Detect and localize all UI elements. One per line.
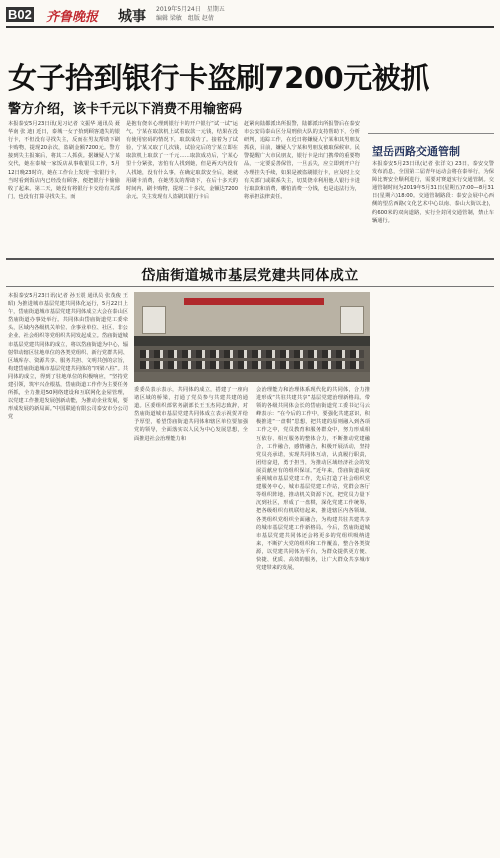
sidebar-text: 本报泰安5月23日讯(记者 张洋文) 23日，泰安交警发布消息，全国第二届青年运动会将在泰举行，为保障比赛安全顺利进行，需要对赛道实行交通管制。交通管制时间为2019年5月31日(星期五)7:00—8月31日(星期六)18:00。交通管制路段：泰安会展中心西侧的望岳西路(文化艺术中心以南、泰山大街以北)，约600米的双向道路，实行全封闭交通管制，禁止车辆通行。 bbox=[372, 161, 494, 224]
article2-column-3: 会治理能力和治理体系现代化的共同体，合力推进形成“共驻共建共享”基层党建治理新格局。带领的各级共同体会长的岱庙街道党工委书记马云峰表示：“在今后的工作中，要强化共建意识，积极推进“一盘棋”思想，把共建的原则融入到各项工作之中，党员教育和服务群众中，努力形成相互依存、相互服务的整体合力，不断推动党建融合，工作融合，感情融合，积极开展活动，坚持党员亮承诺，实现共同体互动，认真履行职责，团结奋进，勇于担当，为推动区域经济社会的发展贡献应有的组织保证。”近年来，岱庙街道高度重视城市基层党建工作，先后打造了社会组织党建服务中心，城市基层党建工作站，党群会客厅等组织阵地，推动机关资源下沉，把党员力量下沉到社区，形成了一盘棋，深化党建工作统筹，把各级组织有机联结起来，推进辖区内各领域、各类组织党组织全面融合，为构建共驻共建共享的城市基层党建工作新格局。今后，岱庙街道城市基层党建共同体还会将更多的党组织吸纳进来，不断扩大党的组织和工作覆盖，整合各类资源，以党建共同体为平台，为群众提供更方便、快捷、优质、高效的服务，让广大群众共享城市党建带来的发展。 bbox=[256, 387, 370, 572]
headline-underline bbox=[6, 286, 494, 287]
section-title: 城事 bbox=[118, 9, 146, 25]
sidebar-divider bbox=[368, 133, 494, 134]
page-header bbox=[6, 4, 494, 28]
photo-banner bbox=[184, 298, 324, 305]
article1-column-3: 赶紧向陆都派出所报警，陆都派出所报警后在泰安市公安局泰山区分局刑侦大队的支持帮助下，分析研判，追踪工作，在近日将嫌疑人宁某和其男朋友抓获，目前，嫌疑人宁某和男朋友被取保候审。民警提醒广大市民朋友，银行卡是出门携带的重要物品，一定要妥善保管，一旦丢失，应立即到开户行办理挂失手续，如果是被盗刷银行卡，应及时上交有关部门或联系失主，切莫侥幸利用他人银行卡进行取款和消费，哪怕消费一分钱，也是违法行为，将承担法律责任。 bbox=[244, 121, 360, 200]
issue-date: 2019年5月24日 星期五 bbox=[156, 6, 225, 13]
sidebar-headline: 望岳西路交通管制 bbox=[372, 145, 460, 158]
article1-column-1: 本报泰安5月23日讯(见习记者 文振华 通讯员 聂华南 张 迪) 近日，泰城一女子拾到顾客遗失的银行卡，不但没有寻找失主，反而在男友帮助下刷卡购物，提现20余次，盗刷金额7200元。警方接到失主报案后，将其二人抓获。据嫌疑人宁某交代，她在泰城一家饭店从事收银员工作，5月12日晚23时许，她在工作台上发现一张银行卡，当时看到饭店内已经没有顾客，便把银行卡偷偷收了起来。第二天，她没有将银行卡交给有关部门，也没有打算寻找失主，而 bbox=[8, 121, 120, 200]
article2-headline: 岱庙街道城市基层党建共同体成立 bbox=[141, 268, 359, 284]
article2-column-2: 委委员表示表示，共同体的成立，搭建了一座向诸区域的桥梁，打通了党员参与共建共建的通道。区委组织部常务副部长王玉杰同志致辞，对岱庙街道城市基层党建共同体成立表示祝贺并给予厚望，希望岱庙街道共同体和辖区单位要加强党的领导，全面落实以人民为中心发展思想，全面推进社会治理能力和 bbox=[134, 387, 248, 442]
article1-subhead: 警方介绍，该卡千元以下消费不用输密码 bbox=[8, 102, 243, 117]
newspaper-logo: 齐鲁晚报 bbox=[46, 10, 99, 25]
page-number: B02 bbox=[8, 7, 32, 22]
editor-credits: 编辑 梁敏 组版 赵倩 bbox=[156, 15, 214, 22]
header-meta bbox=[156, 5, 225, 23]
section-divider bbox=[6, 258, 494, 260]
meeting-photo bbox=[134, 292, 370, 382]
article1-column-2: 是抱有侥幸心理到银行卡的开户银行“试一试”运气。宁某在取款机上试着取款一元钱，结果在没有使用密码的情况下，取款成功了。接着为了试验，宁某又取了几次钱，试验完后的宁某立即在取款机上取款了一千元……取款成功后，宁某心里十分紧张，害怕有人找到她，但是两天内没有人找她，没有什么事，在确定取款安全后，她就用刷卡消费，在她男友的帮助下，在后十多天的时间内，刷卡购物，提现二十多次，金额达7200余元。失主发现有人盗刷其银行卡后 bbox=[126, 121, 238, 200]
article2-column-1: 本报泰安5月23日讯(记者 孙玉震 通讯员 张茂俊 王昭) 为推进城市基层党建共同体化运行，5月22日上午，岱庙街道城市基层党建共同体成立大会在泰山区岱庙街道办事处举行。共同体由岱庙街道党工委牵头，区域内各级机关单位、企事业单位、社区、非公企业、社会组织等党组织共同发起成立。岱庙街道城市基层党建共同体的成立，将以岱庙街道为中心，辐射带动辖区驻地单位的各类党组织、新行党群共同、区域库存、资源共享、服务共担、文明共创的宗旨，构建岱庙街道城市基层党建共同体的“四梁八柱”。共同体的成立，得到了驻地单位的积极响应，“坚持党建引领，筑牢兴企根基，岱庙街道工作作为主要任务所抓，全力推进50网络建设和互联网化金屋管理，以党建工作推进发展创新动能，为推动企业发展，要形成发展的新局面。”中国联通有限公司泰安市分公司党 bbox=[8, 293, 128, 421]
article1-headline: 女子拾到银行卡盗刷7200元被抓 bbox=[8, 61, 429, 95]
